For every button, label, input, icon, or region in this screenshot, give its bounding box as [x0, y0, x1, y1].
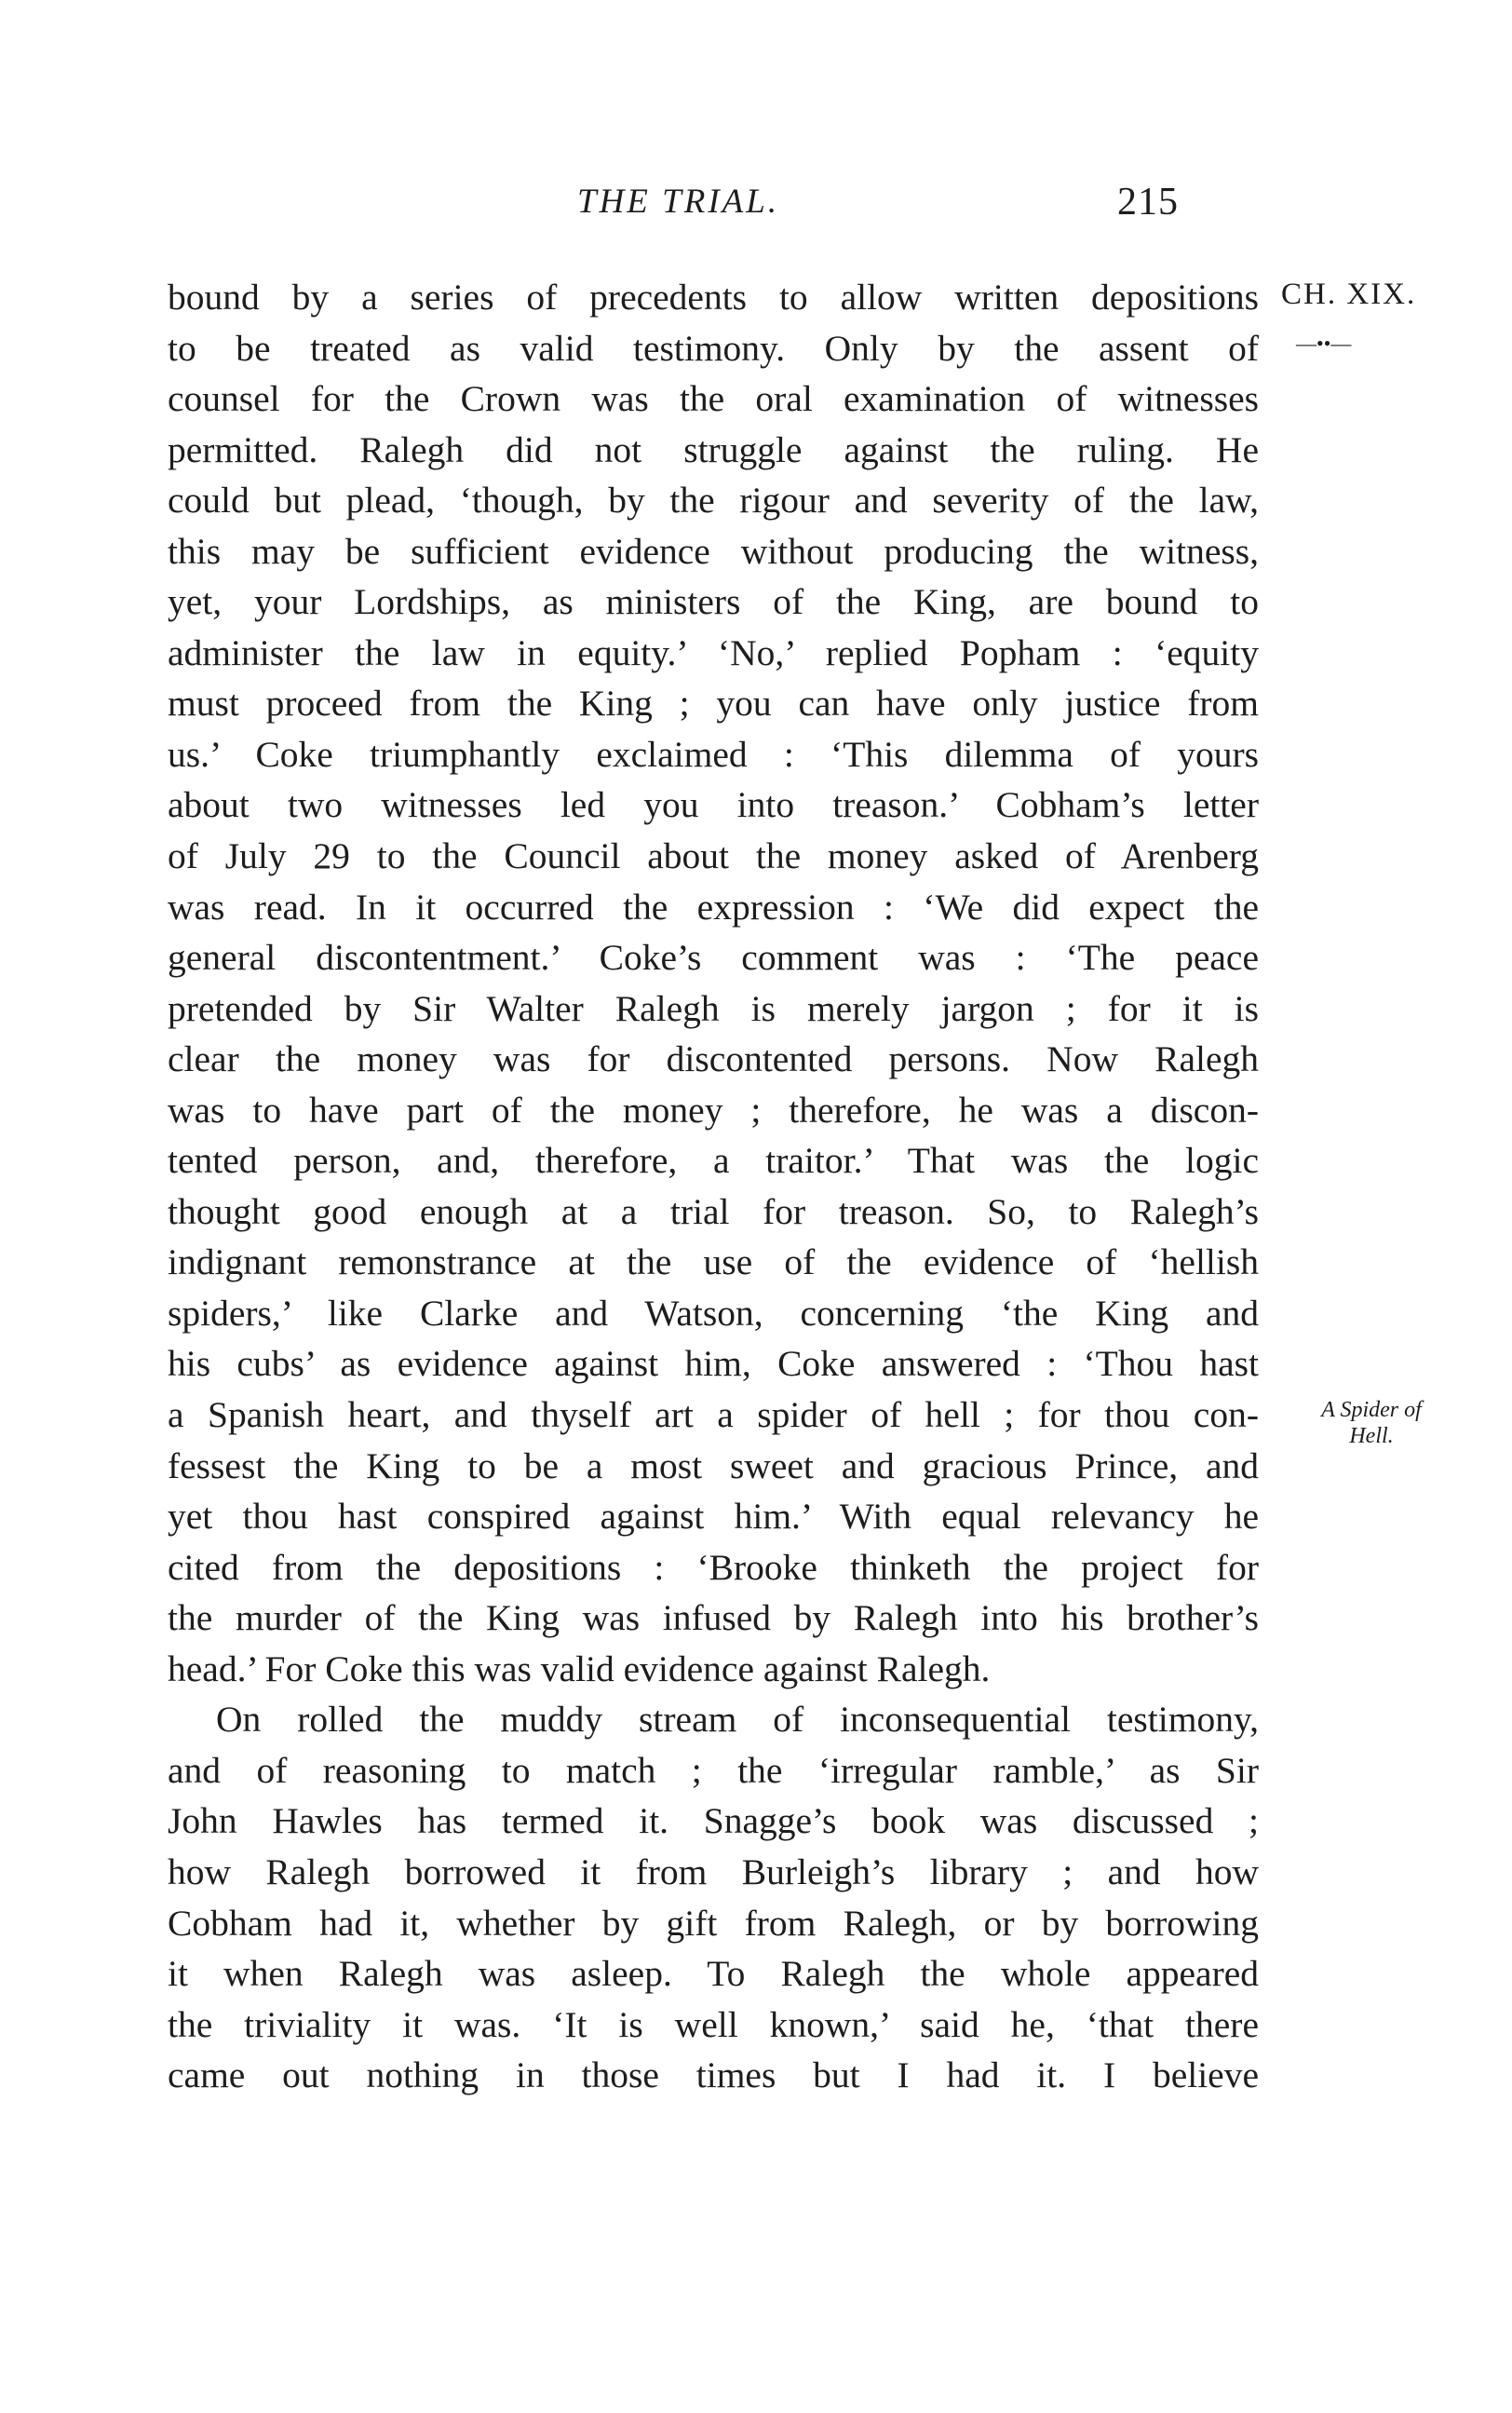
- text-line: counsel for the Crown was the oral examination of witnesses: [168, 378, 1259, 420]
- text-line: yet, your Lordships, as ministers of the King, are bound to: [168, 581, 1259, 623]
- text-line: clear the money was for discontented persons. Now Ralegh: [168, 1038, 1259, 1080]
- text-line: On rolled the muddy stream of inconsequential testimony,: [216, 1699, 1259, 1741]
- text-line: administer the law in equity.’ ‘No,’ replied Popham : ‘equity: [168, 631, 1259, 673]
- text-line: tented person, and, therefore, a traitor.’ That was the logic: [168, 1140, 1259, 1182]
- text-line: thought good enough at a trial for treason. So, to Ralegh’s: [168, 1190, 1259, 1232]
- text-line: pretended by Sir Walter Ralegh is merely jargon ; for it is: [168, 987, 1259, 1029]
- chapter-ornament: —••—: [1296, 332, 1352, 355]
- text-line: this may be sufficient evidence without producing the witness,: [168, 530, 1259, 572]
- page-number: 215: [1117, 181, 1179, 224]
- text-line: cited from the depositions : ‘Brooke thinketh the project for: [168, 1546, 1259, 1588]
- text-line: came out nothing in those times but I had it. I believe: [168, 2054, 1259, 2096]
- text-line: a Spanish heart, and thyself art a spider of hell ; for thou con-: [168, 1394, 1259, 1436]
- text-line: how Ralegh borrowed it from Burleigh’s library ; and how: [168, 1850, 1259, 1892]
- side-note: [1264, 1397, 1478, 1449]
- text-line: us.’ Coke triumphantly exclaimed : ‘This dilemma of yours: [168, 733, 1259, 775]
- text-line: about two witnesses led you into treason.’ Cobham’s letter: [168, 784, 1259, 826]
- text-line: the murder of the King was infused by Ralegh into his brother’s: [168, 1597, 1259, 1639]
- text-line: yet thou hast conspired against him.’ With equal relevancy he: [168, 1496, 1259, 1538]
- text-line: was to have part of the money ; therefore, he was a discon-: [168, 1089, 1259, 1131]
- text-line: was read. In it occurred the expression : ‘We did expect the: [168, 886, 1259, 928]
- text-line: head.’ For Coke this was valid evidence against Ralegh.: [168, 1647, 991, 1689]
- text-line: indignant remonstrance at the use of the evidence of ‘hellish: [168, 1241, 1259, 1283]
- text-line: permitted. Ralegh did not struggle against the ruling. He: [168, 428, 1259, 470]
- text-line: spiders,’ like Clarke and Watson, concerning ‘the King and: [168, 1292, 1259, 1334]
- text-line: and of reasoning to match ; the ‘irregular ramble,’ as Sir: [168, 1749, 1259, 1791]
- running-title: THE TRIAL.: [577, 183, 780, 221]
- text-line: of July 29 to the Council about the money asked of Arenberg: [168, 835, 1259, 877]
- text-line: the triviality it was. ‘It is well known,’ said he, ‘that there: [168, 2003, 1259, 2045]
- text-line: to be treated as valid testimony. Only by the assent of: [168, 327, 1259, 369]
- text-line: it when Ralegh was asleep. To Ralegh the whole appeared: [168, 1953, 1259, 1995]
- side-note-line: A Spider of: [1321, 1398, 1422, 1422]
- text-line: bound by a series of precedents to allow written depositions: [168, 277, 1259, 318]
- text-line: general discontentment.’ Coke’s comment was : ‘The peace: [168, 937, 1259, 979]
- text-line: John Hawles has termed it. Snagge’s book was discussed ;: [168, 1800, 1259, 1842]
- text-line: Cobham had it, whether by gift from Ralegh, or by borrowing: [168, 1902, 1259, 1944]
- text-line: could but plead, ‘though, by the rigour and severity of the law,: [168, 480, 1259, 522]
- text-line: fessest the King to be a most sweet and gracious Prince, and: [168, 1444, 1259, 1486]
- side-note-line: Hell.: [1349, 1424, 1394, 1448]
- text-line: must proceed from the King ; you can have only justice from: [168, 683, 1259, 725]
- chapter-marker: CH. XIX.: [1281, 278, 1417, 311]
- body-text: [168, 272, 1259, 2101]
- text-line: his cubs’ as evidence against him, Coke answered : ‘Thou hast: [168, 1343, 1259, 1385]
